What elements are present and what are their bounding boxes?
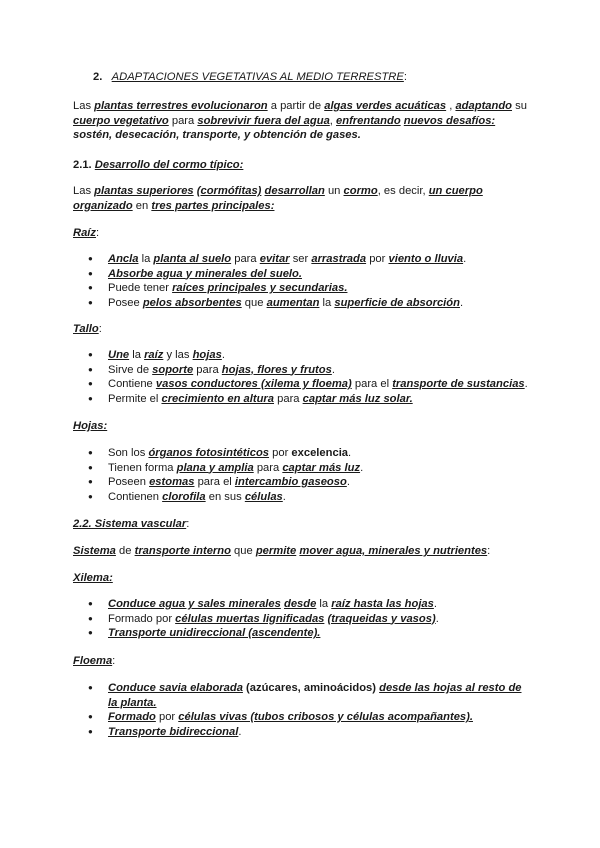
item-text: para (231, 253, 260, 265)
floema-list (73, 681, 533, 739)
item-text: . (238, 725, 242, 738)
item-text: captar más luz solar. (302, 392, 413, 405)
item-text: desde las hojas al resto de (379, 682, 522, 694)
item-text: Une (108, 349, 130, 361)
heading-text: Xilema: (73, 572, 113, 584)
list-item (73, 446, 533, 461)
heading-colon: : (403, 71, 407, 83)
para-text: transporte interno (134, 545, 231, 557)
list-item (73, 392, 533, 407)
item-text: planta al suelo (153, 253, 232, 265)
item-text: que (241, 296, 267, 309)
heading-text: ADAPTACIONES VEGETATIVAS AL MEDIO TERRESTRE (111, 71, 404, 83)
list-item (73, 597, 533, 612)
item-text: hojas (192, 349, 222, 361)
item-text: la (319, 296, 335, 309)
item-text: la (316, 598, 332, 610)
list-item (73, 490, 533, 505)
item-text: Conduce agua y sales minerales (108, 598, 281, 610)
heading-colon: : (112, 655, 116, 667)
item-text: (azúcares, aminoácidos) (242, 682, 380, 694)
item-text: estomas (149, 476, 195, 488)
para-text: organizado (73, 199, 133, 212)
item-text: soporte (152, 363, 194, 376)
item-text: Formado por (108, 612, 176, 625)
item-text: Poseen (108, 476, 150, 488)
item-text: . (463, 253, 467, 265)
item-text: vasos conductores (xilema y floema) (155, 378, 352, 390)
item-text: raíz hasta las hojas (331, 598, 434, 610)
heading-colon: : (186, 518, 190, 530)
item-text: arrastrada (311, 253, 367, 265)
item-text: pelos absorbentes (142, 296, 242, 309)
para-text: mover agua, minerales y nutrientes (299, 545, 488, 557)
section-2-1-paragraph (73, 184, 533, 213)
floema-heading (73, 654, 533, 669)
item-text: . (433, 598, 437, 610)
para-text: de (115, 545, 135, 557)
item-text: (traqueidas y vasos) (327, 612, 436, 625)
list-item (73, 363, 533, 378)
item-text: Transporte unidireccional (ascendente). (108, 627, 321, 639)
xilema-list (73, 597, 533, 641)
heading-text: 2.2. Sistema vascular (73, 518, 187, 530)
xilema-heading (73, 571, 533, 586)
item-text: Transporte bidireccional (108, 725, 239, 738)
list-item (73, 681, 533, 710)
item-text: Son los (108, 447, 149, 459)
list-item (73, 377, 533, 392)
intro-text: adaptando (455, 100, 513, 112)
item-text: hojas, flores y frutos (221, 363, 332, 376)
item-text: para (274, 392, 303, 405)
item-text: . (221, 349, 225, 361)
item-text: Contiene (108, 378, 156, 390)
para-text: un (324, 185, 344, 197)
intro-text: a partir de (267, 100, 325, 112)
item-text: y las (163, 349, 193, 361)
item-text: la (129, 349, 145, 361)
item-text: por (269, 447, 292, 459)
intro-text: , (329, 114, 337, 127)
list-item (73, 267, 533, 282)
intro-text: Las (73, 100, 95, 112)
item-text: Posee (108, 296, 143, 309)
heading-text: Raíz (73, 227, 97, 239)
item-text: crecimiento en altura (161, 392, 275, 405)
heading-colon: : (98, 323, 102, 335)
list-item (73, 296, 533, 311)
para-text: que (230, 545, 256, 557)
section-2-heading (93, 70, 553, 85)
list-item (73, 252, 533, 267)
item-text: células (244, 490, 283, 503)
list-item (73, 281, 533, 296)
intro-text: algas verdes acuáticas (324, 100, 447, 112)
item-text: Puede tener (108, 282, 173, 294)
list-item (73, 725, 533, 740)
item-text: Tienen forma (108, 461, 177, 474)
item-text: plana y amplia (176, 461, 254, 474)
para-text: en (132, 199, 152, 212)
item-text: en sus (205, 490, 245, 503)
item-text: raíces principales y secundarias. (172, 282, 348, 294)
item-text: . (331, 363, 335, 376)
list-item (73, 348, 533, 363)
heading-text: Tallo (73, 323, 99, 335)
intro-paragraph (73, 99, 533, 143)
heading-text: Desarrollo del cormo típico: (94, 159, 244, 171)
item-text: por (155, 711, 179, 723)
item-text: Formado (108, 711, 156, 723)
item-text: raíz (144, 349, 164, 361)
item-text: intercambio gaseoso (234, 476, 347, 488)
tallo-heading (73, 322, 533, 337)
item-text: . (348, 447, 352, 459)
para-text: permite (255, 545, 297, 557)
item-text: excelencia (291, 447, 349, 459)
item-text: aumentan (266, 296, 320, 309)
item-text: órganos fotosintéticos (148, 447, 270, 459)
hojas-list (73, 446, 533, 504)
item-text: células vivas (tubos cribosos y células acompañantes). (178, 711, 473, 723)
para-text: cormo (343, 185, 378, 197)
intro-text: enfrentando (336, 114, 401, 127)
para-text: tres partes principales: (151, 199, 275, 212)
para-text: un cuerpo (428, 185, 483, 197)
item-text: para el (194, 476, 235, 488)
intro-text: su (512, 100, 527, 112)
para-text: Sistema (73, 545, 116, 557)
item-text: . (459, 296, 464, 309)
list-item (73, 710, 533, 725)
item-text: superficie de absorción (334, 296, 460, 309)
item-text: desde (283, 598, 317, 610)
intro-text: nuevos desafíos: (403, 114, 496, 127)
heading-colon: : (96, 227, 100, 239)
intro-text: sobrevivir fuera del agua (197, 114, 330, 127)
item-text: la (138, 253, 154, 265)
item-text: . (524, 378, 528, 390)
section-2-1-heading (73, 158, 533, 173)
section-2-2-paragraph (73, 544, 533, 559)
list-item (73, 475, 533, 490)
item-text: transporte de sustancias (392, 378, 525, 390)
intro-text: para (168, 114, 198, 127)
item-text: para (253, 461, 283, 474)
list-item (73, 612, 533, 627)
para-text: (cormófitas) (196, 185, 262, 197)
item-text: . (360, 461, 364, 474)
heading-number: 2. (93, 71, 103, 83)
heading-number: 2.1. (73, 159, 95, 171)
item-text: clorofila (162, 490, 206, 503)
raiz-heading (73, 226, 533, 241)
item-text: evitar (259, 253, 290, 265)
item-text: Ancla (108, 253, 139, 265)
item-text: para el (351, 378, 393, 390)
item-text: Absorbe agua y minerales del suelo. (108, 267, 302, 280)
para-text: Las (73, 185, 95, 197)
item-text: captar más luz (282, 461, 361, 474)
list-item (73, 626, 533, 641)
raiz-list (73, 252, 533, 310)
tallo-list (73, 348, 533, 406)
item-text: para (193, 363, 222, 376)
hojas-heading (73, 419, 533, 434)
intro-text: plantas terrestres evolucionaron (94, 100, 268, 112)
item-text: ser (289, 253, 312, 265)
heading-text: Floema (73, 655, 113, 667)
item-text: . (435, 612, 439, 625)
item-text: Permite el (108, 392, 162, 405)
para-text: , es decir, (377, 185, 429, 197)
para-text: : (487, 545, 491, 557)
list-item (73, 461, 533, 476)
item-text: células muertas lignificadas (175, 612, 325, 625)
item-text: Conduce savia elaborada (108, 682, 243, 694)
intro-text: cuerpo vegetativo (73, 114, 169, 127)
heading-text: Hojas: (73, 420, 108, 432)
item-text: Sirve de (108, 363, 153, 376)
para-text: desarrollan (264, 185, 325, 197)
intro-text: sostén, desecación, transporte, y obtención de gases. (73, 129, 361, 141)
item-text: Contienen (108, 490, 163, 503)
section-2-2-heading (73, 517, 533, 532)
para-text: plantas superiores (94, 185, 194, 197)
item-text: la planta. (108, 696, 157, 709)
intro-text: , (446, 100, 456, 112)
item-text: . (346, 476, 350, 488)
item-text: por (366, 253, 389, 265)
item-text: viento o lluvia (388, 253, 464, 265)
item-text: . (282, 490, 286, 503)
